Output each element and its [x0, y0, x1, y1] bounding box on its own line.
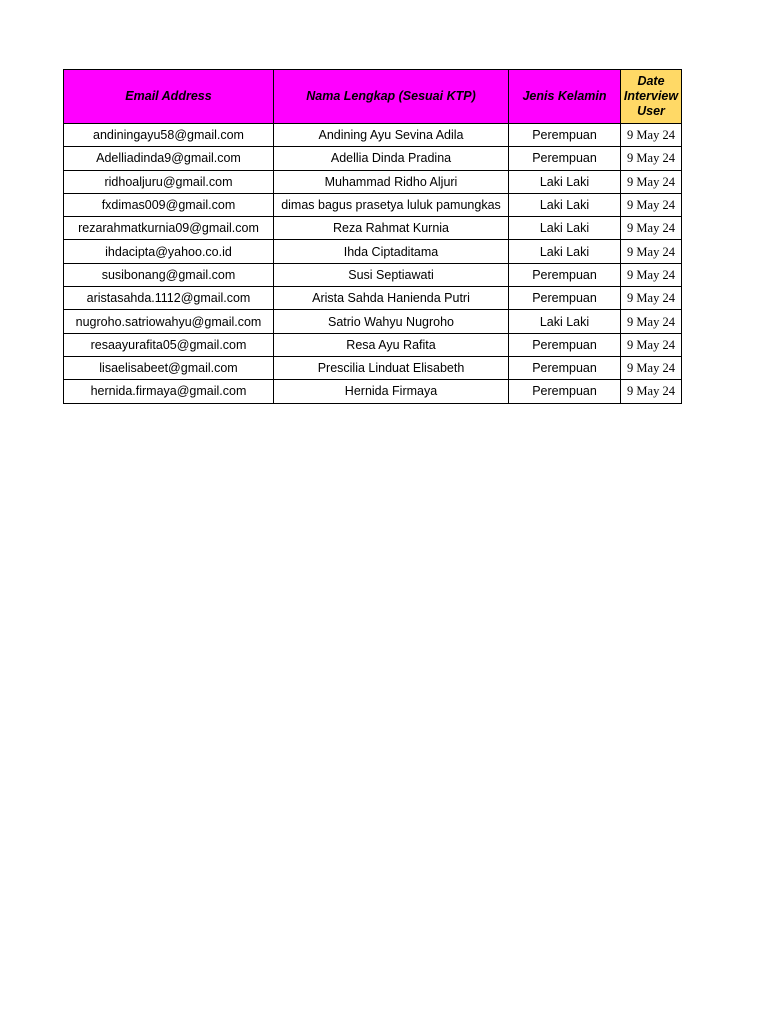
- cell-date: 9 May 24: [621, 124, 682, 147]
- table-row: [64, 217, 682, 240]
- cell-name: Arista Sahda Hanienda Putri: [274, 287, 509, 310]
- cell-gender: Perempuan: [509, 287, 621, 310]
- cell-gender: Perempuan: [509, 124, 621, 147]
- cell-email: resaayurafita05@gmail.com: [64, 333, 274, 356]
- cell-date: 9 May 24: [621, 380, 682, 403]
- table-header-row: [64, 70, 682, 124]
- table-row: [64, 333, 682, 356]
- cell-date: 9 May 24: [621, 287, 682, 310]
- cell-name: dimas bagus prasetya luluk pamungkas: [274, 193, 509, 216]
- cell-gender: Perempuan: [509, 263, 621, 286]
- table-row: [64, 310, 682, 333]
- cell-gender: Laki Laki: [509, 193, 621, 216]
- cell-date: 9 May 24: [621, 193, 682, 216]
- cell-date: 9 May 24: [621, 310, 682, 333]
- cell-email: andiningayu58@gmail.com: [64, 124, 274, 147]
- cell-date: 9 May 24: [621, 147, 682, 170]
- cell-date: 9 May 24: [621, 240, 682, 263]
- cell-name: Hernida Firmaya: [274, 380, 509, 403]
- table-row: [64, 193, 682, 216]
- table-row: [64, 170, 682, 193]
- header-full-name: Nama Lengkap (Sesuai KTP): [274, 70, 509, 124]
- cell-email: nugroho.satriowahyu@gmail.com: [64, 310, 274, 333]
- cell-gender: Laki Laki: [509, 310, 621, 333]
- table-row: [64, 380, 682, 403]
- interview-schedule-table: [63, 69, 682, 404]
- table-row: [64, 356, 682, 379]
- cell-email: fxdimas009@gmail.com: [64, 193, 274, 216]
- cell-email: hernida.firmaya@gmail.com: [64, 380, 274, 403]
- cell-gender: Perempuan: [509, 380, 621, 403]
- cell-gender: Laki Laki: [509, 170, 621, 193]
- cell-date: 9 May 24: [621, 217, 682, 240]
- cell-email: lisaelisabeet@gmail.com: [64, 356, 274, 379]
- cell-email: susibonang@gmail.com: [64, 263, 274, 286]
- cell-name: Satrio Wahyu Nugroho: [274, 310, 509, 333]
- cell-email: Adelliadinda9@gmail.com: [64, 147, 274, 170]
- header-gender: Jenis Kelamin: [509, 70, 621, 124]
- cell-gender: Perempuan: [509, 147, 621, 170]
- cell-gender: Perempuan: [509, 356, 621, 379]
- cell-name: Ihda Ciptaditama: [274, 240, 509, 263]
- table-row: [64, 124, 682, 147]
- cell-date: 9 May 24: [621, 263, 682, 286]
- cell-name: Reza Rahmat Kurnia: [274, 217, 509, 240]
- table-row: [64, 147, 682, 170]
- cell-name: Prescilia Linduat Elisabeth: [274, 356, 509, 379]
- cell-email: ridhoaljuru@gmail.com: [64, 170, 274, 193]
- cell-gender: Laki Laki: [509, 217, 621, 240]
- cell-date: 9 May 24: [621, 170, 682, 193]
- cell-gender: Laki Laki: [509, 240, 621, 263]
- header-email-address: Email Address: [64, 70, 274, 124]
- cell-date: 9 May 24: [621, 356, 682, 379]
- cell-email: aristasahda.1112@gmail.com: [64, 287, 274, 310]
- cell-name: Adellia Dinda Pradina: [274, 147, 509, 170]
- cell-name: Andining Ayu Sevina Adila: [274, 124, 509, 147]
- table-row: [64, 287, 682, 310]
- cell-gender: Perempuan: [509, 333, 621, 356]
- cell-name: Susi Septiawati: [274, 263, 509, 286]
- table-row: [64, 263, 682, 286]
- cell-email: ihdacipta@yahoo.co.id: [64, 240, 274, 263]
- header-interview-date: Date Interview User: [621, 70, 682, 124]
- cell-name: Resa Ayu Rafita: [274, 333, 509, 356]
- cell-date: 9 May 24: [621, 333, 682, 356]
- cell-name: Muhammad Ridho Aljuri: [274, 170, 509, 193]
- cell-email: rezarahmatkurnia09@gmail.com: [64, 217, 274, 240]
- table-row: [64, 240, 682, 263]
